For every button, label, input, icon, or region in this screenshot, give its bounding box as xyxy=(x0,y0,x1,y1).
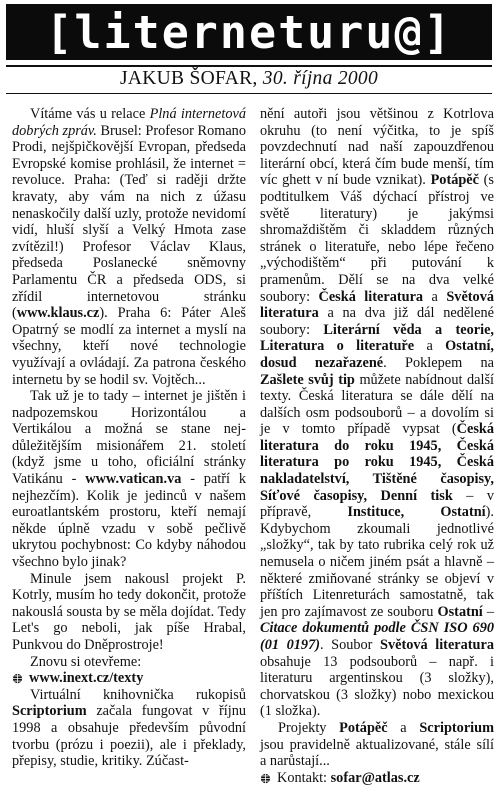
right-column xyxy=(260,106,494,786)
globe-icon xyxy=(260,773,271,784)
article-date: 30. října 2000 xyxy=(262,68,379,89)
author-name: JAKUB ŠOFAR, xyxy=(119,68,258,89)
paragraph: Virtuální knihovnička rukopisů Scriptorium začala fungovat v říjnu 1998 a obsahuje především původní tvorbu (prózu i poezii), ale i překlady, přepisy, studie, kritiky. Zúčast- xyxy=(12,686,246,770)
paragraph: nění autoři jsou většinou z Kotrlova okruhu (to není výčitka, to je spíš povzdechnutí nad naší zapouzdřenou literární obcí, která čím bude menší, tím víc ghett v ní bude vznikat). Potápěč (s podtitulkem Váš dýchací přístroj ve světě literatury) je jakýmsi shromaždištěm či skladdem různých stránek o literatuře, nebo lépe řečeno „východištěm“ při putování k pramenům. Dělí se na dva velké soubory: Česká literatura a Světová literatura a na dva již dál nedělené soubory: Literární věda a teorie, Literatura o literatuře a Ostatní, dosud nezařazené. Poklepem na Zašlete svůj tip můžete nabídnout další texty. Česká literatura se dále dělí na dalších osm podsouborů – a dovolím si je v tomto případě vypsat (Česká literatura do roku 1945, Česká literatura po roku 1945, Česká nakladatelství, Tištěné časopisy, Síťové časopisy, Denní tisk – v přípravě, Instituce, Ostatní). Kdybychom zkoumali jednotlivé „složky“, tak by tato rubrika celý rok už nemusela o ničem jiném psát a hlavně – některé zmiňované stránky se objeví v příštích Litenreturách samostatně, tak jen pro zajímavost ze souboru Ostatní – Citace dokumentů podle ČSN ISO 690 (01 0197). Soubor Světová literatura obsahuje 13 podsouborů – např. i literaturu argentinskou (3 složky), chorvatskou (3 složky) nobo mexickou (1 složka). xyxy=(260,106,495,720)
link-line xyxy=(12,670,246,687)
link-inext[interactable]: www.inext.cz/texty xyxy=(29,670,144,687)
byline xyxy=(6,68,492,90)
paragraph: Projekty Potápěč a Scriptorium jsou pravidelně aktualizované, stále sílí a narůstají... xyxy=(260,719,494,770)
globe-icon xyxy=(12,673,23,684)
top-rule xyxy=(6,65,492,67)
paragraph: Tak už je to tady – internet je jištěn i nadpozemskou Horizontálou a Vertikálou a možná se stane nejdůležitějším misionářem 21. století (když jsme u toho, oficiální stránky Vatikánu - www.vatican.va - patří k nejhezčím). Kolik je jedinců v našem euroatlantském prostoru, kteří nemají někde úplně vzadu v sobě pečlivě ukrytou pochybnost: Co kdyby náhodou všechno bylo jinak? xyxy=(12,388,246,571)
contact-line: Kontakt: sofar@atlas.cz xyxy=(260,770,494,786)
paragraph: Minule jsem nakousl projekt P. Kotrly, musím ho tedy dokončit, protože nakouslá sousta by se měla dojídat. Tedy Let's go neboli, jak píše Hrabal, Punkvou do Dněprostroje! xyxy=(12,570,246,653)
left-column xyxy=(12,106,246,770)
paragraph: Znovu si otevřeme: xyxy=(30,653,142,670)
paragraph: Vítáme vás u relace Plná internetová dobrých zpráv. Brusel: Profesor Romano Prodi, nejšpičkovější Evropan, předseda Evropské komise prohlásil, že internet = revoluce. Praha: (Teď si raději držte kravaty, aby vám na nich z úžasu nenaskočily další uzly, protože nevidomí vidí, hluší slyší a Velký Hmota zase zvítězil!) Profesor Václav Klaus, předseda Poslanecké sněmovny Parlamentu ČR a předseda ODS, si zřídil internetovou stránku (www.klaus.cz). Praha 6: Páter Aleš Opatrný se modlí za internet a myslí na všechny, kteří nové technologie využívají a ovládají. Za patrona českého internetu by se hodil sv. Vojtěch... xyxy=(12,106,247,388)
link-klaus[interactable]: www.klaus.cz xyxy=(16,305,100,322)
masthead-title: [literneturu@] xyxy=(6,4,492,60)
link-vatican[interactable]: www.vatican.va xyxy=(85,471,182,488)
bottom-rule xyxy=(6,93,492,94)
contact-email-link[interactable]: sofar@atlas.cz xyxy=(330,769,420,786)
